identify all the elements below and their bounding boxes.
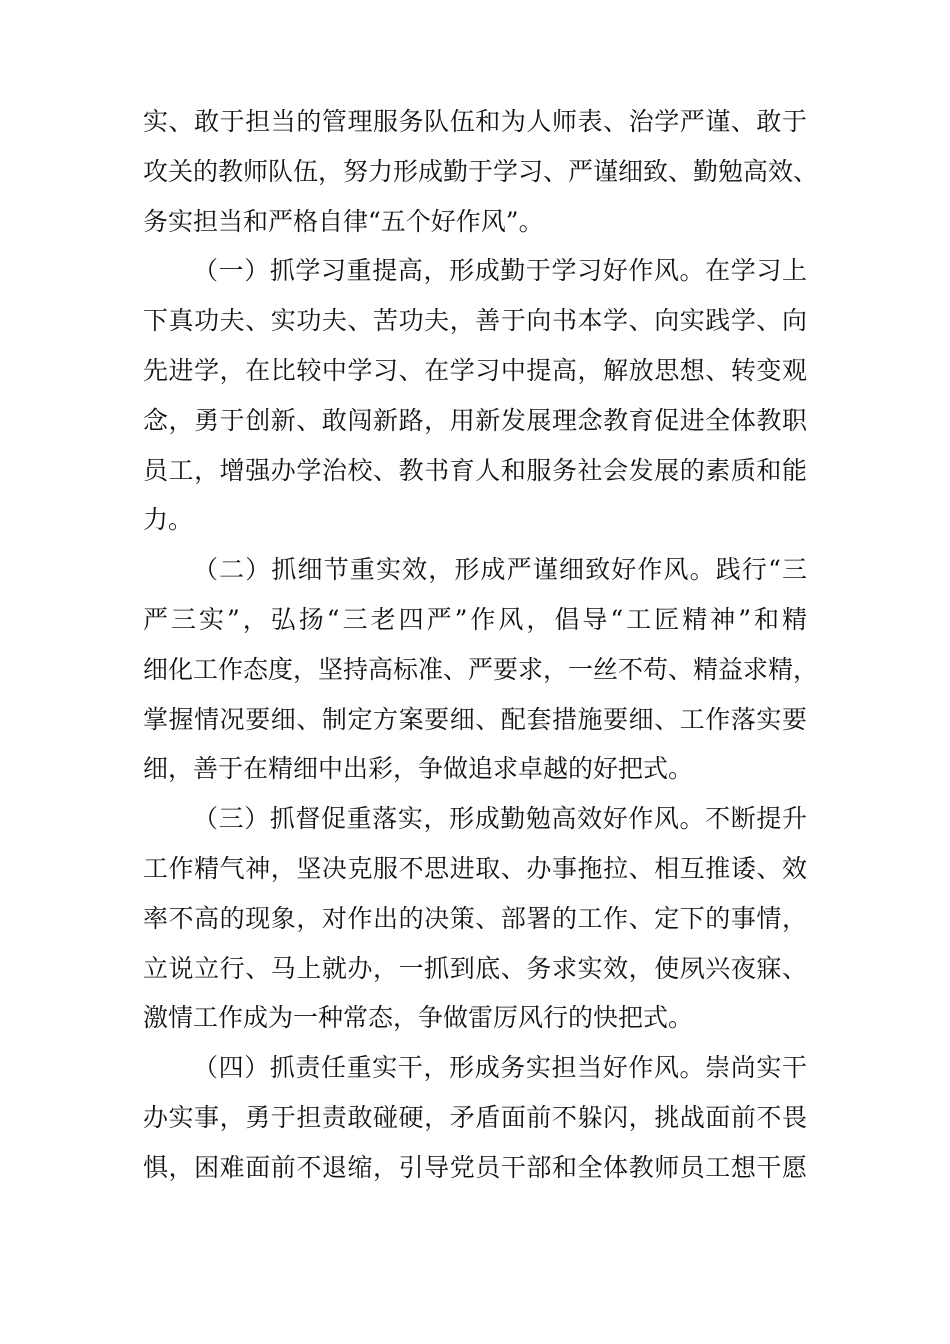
text-line: 念，勇于创新、敢闯新路，用新发展理念教育促进全体教职 (143, 405, 807, 435)
text-line: 先进学，在比较中学习、在学习中提高，解放思想、转变观 (143, 355, 807, 385)
text-line: 攻关的教师队伍，努力形成勤于学习、严谨细致、勤勉高效、 (143, 156, 819, 186)
text-line: 立说立行、马上就办，一抓到底、务求实效，使夙兴夜寐、 (143, 953, 807, 983)
text-line: 严三实”，弘扬“三老四严”作风，倡导“工匠精神”和精 (143, 604, 807, 634)
paragraph-heading-line: （二）抓细节重实效，形成严谨细致好作风。践行“三 (193, 555, 807, 585)
text-line: 惧，困难面前不退缩，引导党员干部和全体教师员工想干愿 (143, 1152, 807, 1182)
text-line: 掌握情况要细、制定方案要细、配套措施要细、工作落实要 (143, 704, 807, 734)
text-line: 率不高的现象，对作出的决策、部署的工作、定下的事情， (143, 903, 807, 933)
paragraph-heading-line: （三）抓督促重落实，形成勤勉高效好作风。不断提升 (193, 804, 807, 834)
text-line: 务实担当和严格自律“五个好作风”。 (143, 206, 544, 236)
text-line: 办实事，勇于担责敢碰硬，矛盾面前不躲闪，挑战面前不畏 (143, 1102, 807, 1132)
paragraph-heading-line: （四）抓责任重实干，形成务实担当好作风。崇尚实干 (193, 1053, 807, 1083)
document-body (143, 97, 819, 1193)
text-line: 员工，增强办学治校、教书育人和服务社会发展的素质和能 (143, 455, 807, 485)
text-line: 激情工作成为一种常态，争做雷厉风行的快把式。 (143, 1003, 694, 1033)
text-line: 实、敢于担当的管理服务队伍和为人师表、治学严谨、敢于 (143, 107, 807, 136)
paragraph-heading-line: （一）抓学习重提高，形成勤于学习好作风。在学习上 (193, 256, 807, 286)
text-line: 下真功夫、实功夫、苦功夫，善于向书本学、向实践学、向 (143, 306, 807, 336)
text-line: 力。 (143, 505, 194, 535)
text-line: 细化工作态度，坚持高标准、严要求，一丝不苟、精益求精， (143, 654, 819, 684)
text-line: 工作精气神，坚决克服不思进取、办事拖拉、相互推诿、效 (143, 853, 807, 883)
text-line: 细，善于在精细中出彩，争做追求卓越的好把式。 (143, 754, 694, 784)
